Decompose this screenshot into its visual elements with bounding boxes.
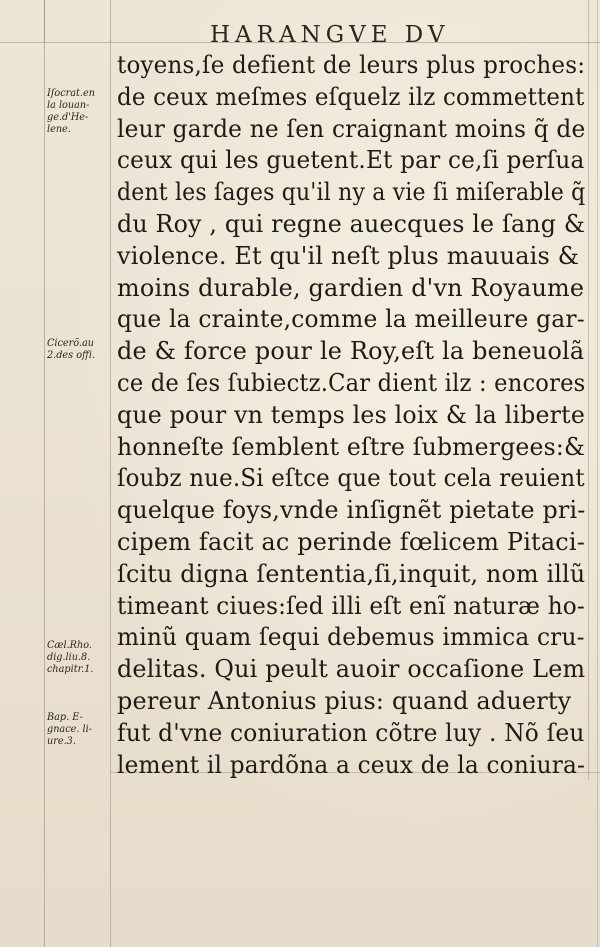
margin-note-isocrates — [47, 88, 109, 136]
text-line: violence. Et qu'il neſt plus mauuais & — [117, 241, 580, 270]
margin-note-line: Cicerõ.au — [47, 338, 95, 349]
margin-note-caelius-rhodiginus — [47, 640, 109, 676]
text-line: cipem facit ac perinde fœlicem Pitaci- — [117, 527, 585, 556]
text-line: de & force pour le Roy,eſt la beneuolã — [117, 337, 585, 366]
body-text — [117, 50, 587, 781]
text-line: que pour vn temps les loix & la liberte — [117, 400, 586, 429]
margin-note-line: Iſocrat.en — [47, 88, 95, 99]
running-header: HARANGVE DV — [210, 22, 450, 48]
text-line: ſcitu digna ſententia,ſi,inquit, nom illũ — [117, 559, 586, 588]
text-line: toyens,ſe defient de leurs plus proches: — [117, 51, 586, 79]
text-line: honneſte ſemblent eſtre ſubmergees:& — [117, 432, 586, 461]
margin-note-line: dig.liu.8. — [47, 652, 91, 663]
margin-note-line: la louan- — [47, 100, 90, 111]
text-line: moins durable, gardien d'vn Royaume — [117, 273, 585, 302]
text-line: ceux qui les guetent.Et par ce,ſi perſua — [117, 146, 585, 175]
frame-rule-margin — [110, 40, 111, 947]
margin-note-baptista-egnatius — [47, 712, 109, 748]
text-line: leur garde ne ſen craignant moins q̃ de — [117, 114, 586, 143]
margin-note-line: Cæl.Rho. — [47, 640, 92, 651]
frame-rule-right — [588, 0, 589, 780]
margin-note-line: gnace. li- — [47, 724, 92, 735]
text-line: lement il pardõna a ceux de la coniura- — [117, 750, 586, 779]
margin-note-line: ure.3. — [47, 736, 76, 747]
text-line: ſoubz nue.Si eſtce que tout cela reuient — [117, 464, 585, 493]
text-line: fut d'vne coniuration cõtre luy . Nõ ſeu — [117, 718, 585, 747]
margin-note-line: lene. — [47, 124, 71, 135]
margin-note-line: Bap. E- — [47, 712, 83, 723]
text-line: timeant ciues:ſed illi eſt enĩ naturæ ho- — [117, 591, 585, 620]
margin-note-line: 2.des offi. — [47, 350, 96, 361]
margin-note-line: ge.d'He- — [47, 112, 89, 123]
text-line: minũ quam ſequi debemus immica cru- — [117, 623, 585, 652]
frame-rule-top-left-stub — [44, 0, 45, 42]
margin-note-line: chapitr.1. — [47, 664, 94, 675]
text-line: dent les ſages qu'il ny a vie ſi miſerable q̃ — [117, 178, 586, 207]
text-line: delitas. Qui peult auoir occaſione Lem — [117, 655, 586, 684]
margin-note-cicero — [47, 338, 109, 362]
text-line: du Roy , qui regne auecques le ſang & — [117, 209, 586, 238]
text-line: quelque foys,vnde inſignẽt pietate pri- — [117, 496, 586, 525]
text-line: ce de ſes ſubiectz.Car dient ilz : encores — [117, 368, 586, 397]
frame-rule-left — [44, 0, 45, 947]
frame-rule-right-outer — [597, 0, 598, 947]
text-line: pereur Antonius pius: quand aduerty — [117, 686, 572, 715]
text-line: que la crainte,comme la meilleure gar- — [117, 305, 585, 334]
frame-rule-top-margin-stub — [110, 0, 111, 42]
text-line: de ceux meſmes eſquelz ilz commettent — [117, 82, 585, 111]
